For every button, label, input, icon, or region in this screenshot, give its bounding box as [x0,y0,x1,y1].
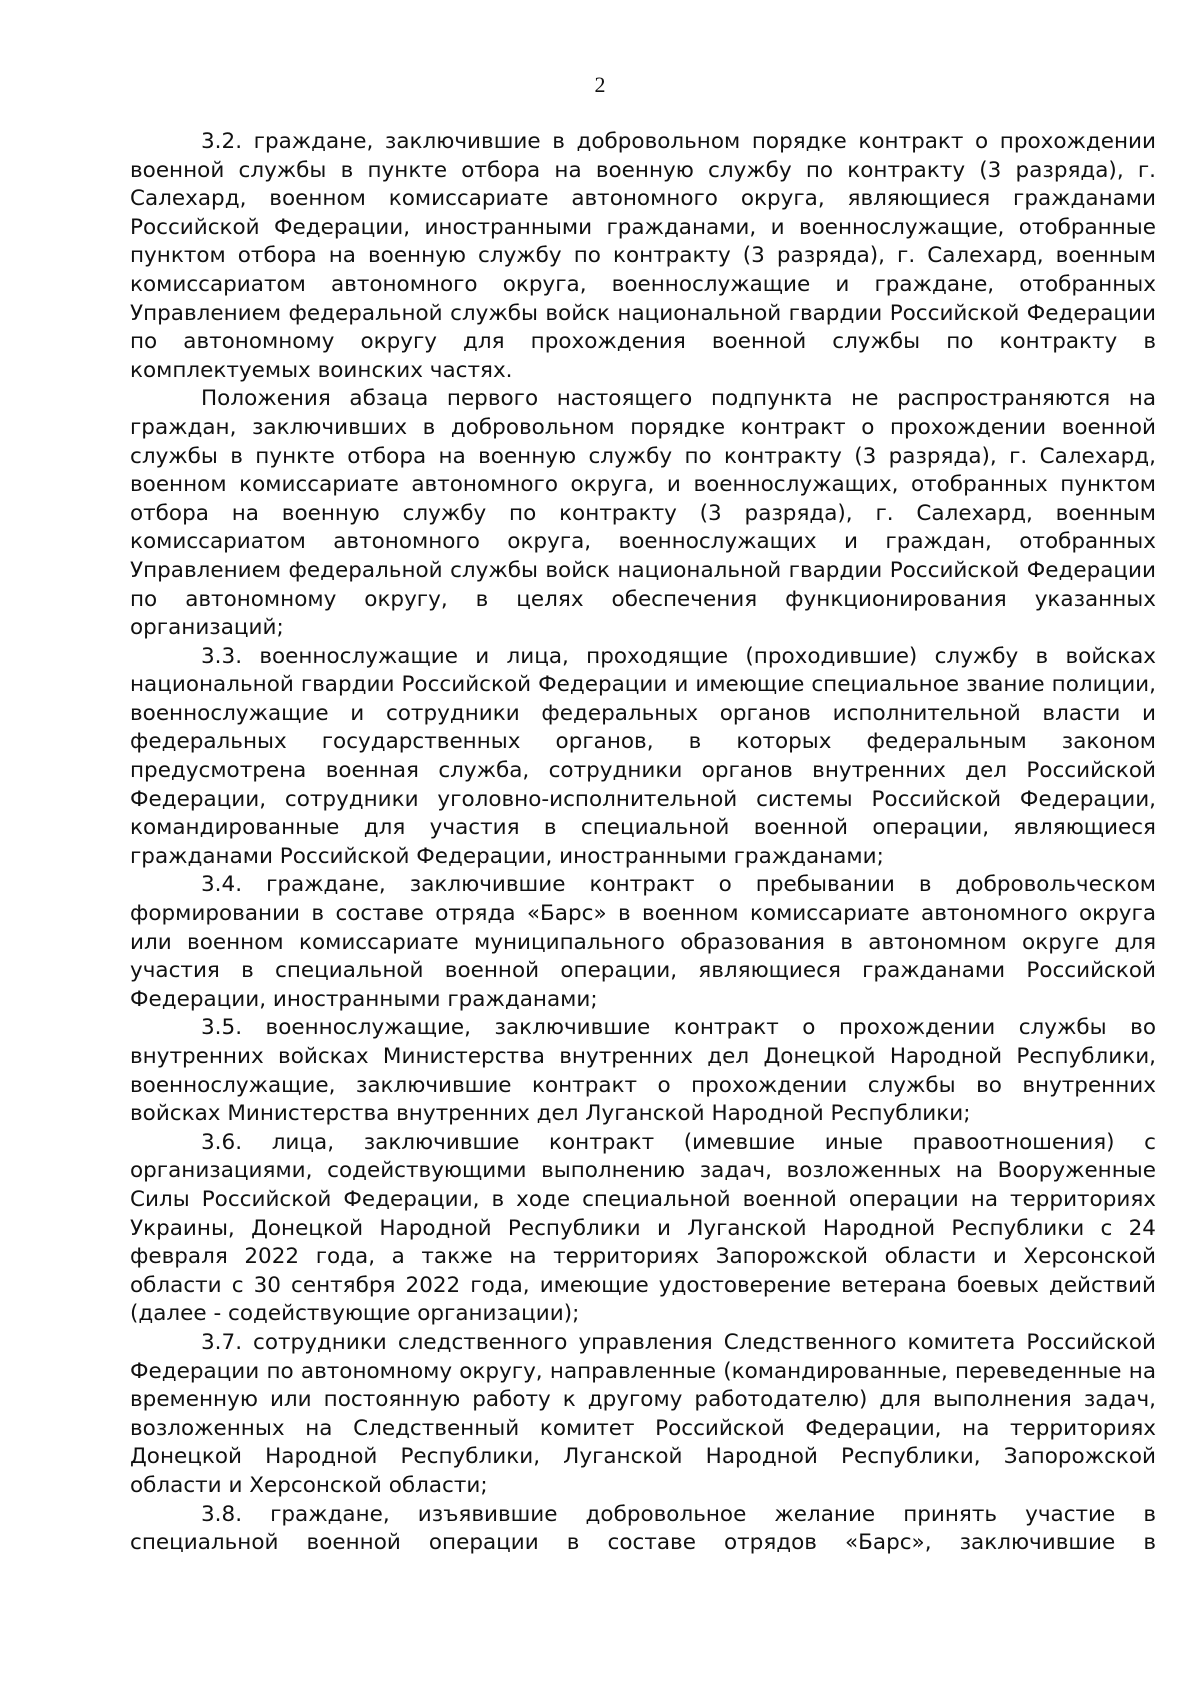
paragraph-3-4: 3.4. граждане, заключившие контракт о пребывании в добровольческом формировании в составе отряда «Барс» в военном комиссариате автономного округа или военном комиссариате муниципального образования в автономном округе для участия в специальной военной операции, являющиеся гражданами Российской Федерации, иностранными гражданами; [130,872,1156,1012]
paragraph-3-2-exception: Положения абзаца первого настоящего подпункта не распространяются на граждан, заключивших в добровольном порядке контракт о прохождении военной службы в пункте отбора на военную службу по контракту (3 разряда), г. Салехард, военном комиссариате автономного округа, и военнослужащих, отобранных пунктом отбора на военную службу по контракту (3 разряда), г. Салехард, военным комиссариатом автономного округа, военнослужащих и граждан, отобранных Управлением федеральной службы войск национальной гвардии Российской Федерации по автономному округу, в целях обеспечения функционирования указанных организаций; [130,386,1156,641]
paragraph-3-2: 3.2. граждане, заключившие в добровольном порядке контракт о прохождении военной службы в пункте отбора на военную службу по контракту (3 разряда), г. Салехард, военном комиссариате автономного округа, являющиеся гражданами Российской Федерации, иностранными гражданами, и военнослужащие, отобранные пунктом отбора на военную службу по контракту (3 разряда), г. Салехард, военным комиссариатом автономного округа, военнослужащие и граждане, отобранных Управлением федеральной службы войск национальной гвардии Российской Федерации по автономному округу для прохождения военной службы по контракту в комплектуемых воинских частях. [130,129,1156,383]
paragraph-3-3: 3.3. военнослужащие и лица, проходящие (проходившие) службу в войсках национальной гвардии Российской Федерации и имеющие специальное звание полиции, военнослужащие и сотрудники федеральных органов исполнительной власти и федеральных государственных органов, в которых федеральным законом предусмотрена военная служба, сотрудники органов внутренних дел Российской Федерации, сотрудники уголовно-исполнительной системы Российской Федерации, командированные для участия в специальной военной операции, являющиеся гражданами Российской Федерации, иностранными гражданами; [130,643,1156,869]
paragraph-3-6: 3.6. лица, заключившие контракт (имевшие иные правоотношения) с организациями, содействующими выполнению задач, возложенных на Вооруженные Силы Российской Федерации, в ходе специальной военной операции на территориях Украины, Донецкой Народной Республики и Луганской Народной Республики с 24 февраля 2022 года, а также на территориях Запорожской области и Херсонской области с 30 сентября 2022 года, имеющие удостоверение ветерана боевых действий (далее - содействующие организации); [130,1129,1156,1327]
page-number: 2 [594,72,606,97]
paragraph-3-7: 3.7. сотрудники следственного управления Следственного комитета Российской Федерации по автономному округу, направленные (командированные, переведенные на временную или постоянную работу к другому работодателю) для выполнения задач, возложенных на Следственный комитет Российской Федерации, на территориях Донецкой Народной Республики, Луганской Народной Республики, Запорожской области и Херсонской области; [130,1329,1156,1498]
paragraph-3-8: 3.8. граждане, изъявившие добровольное желание принять участие в специальной военной операции в составе отрядов «Барс», заключившие в [130,1501,1156,1556]
document-body [130,128,1156,1558]
paragraph-3-5: 3.5. военнослужащие, заключившие контракт о прохождении службы во внутренних войсках Министерства внутренних дел Донецкой Народной Республики, военнослужащие, заключившие контракт о прохождении службы во внутренних войсках Министерства внутренних дел Луганской Народной Республики; [130,1015,1156,1127]
